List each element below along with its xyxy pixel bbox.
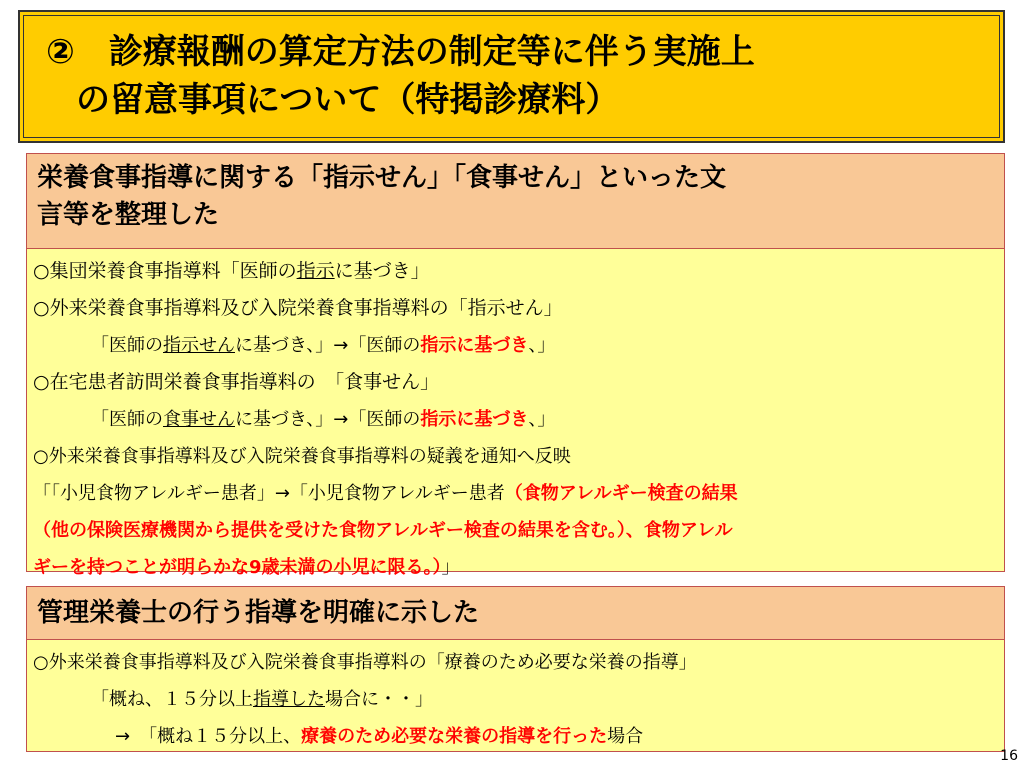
section2-line-1: ○外来栄養食事指導料及び入院栄養食事指導料の「療養のため必要な栄養の指導」 — [33, 652, 697, 673]
section1-line-2: ○外来栄養食事指導料及び入院栄養食事指導料の「指示せん」 — [33, 297, 563, 319]
text-segment: に基づき」 — [334, 260, 430, 282]
emphasis-text: ギーを持つことが明らかな9歳未満の小児に限る。） — [33, 557, 442, 578]
text-segment: 「概ね、１５分以上 — [91, 689, 253, 710]
section1-line-4: ○在宅患者訪問栄養食事指導料の 「食事せん」 — [33, 371, 440, 393]
slide-title-line-2: の留意事項について（特掲診療料） — [76, 80, 620, 120]
emphasis-text: （食物アレルギー検査の結果 — [504, 483, 738, 504]
text-segment: 「「小児食物アレルギー患者」→「小児食物アレルギー患者 — [33, 483, 505, 504]
section1-line-5 — [33, 401, 994, 438]
text-segment: 、」 — [528, 409, 556, 430]
section2-line-2 — [33, 681, 994, 718]
section1-heading — [26, 153, 1005, 249]
text-segment: → 「概ね１５分以上、 — [115, 726, 302, 747]
section2-heading-text: 管理栄養士の行う指導を明確に示した — [37, 598, 480, 628]
section1-heading-line-2: 言等を整理した — [37, 200, 220, 230]
section1-line-8: （他の保険医療機関から提供を受けた食物アレルギー検査の結果を含む。）、食物アレル — [33, 520, 733, 541]
text-segment: 「医師の — [91, 409, 163, 430]
section1-heading-line-1: 栄養食事指導に関する「指示せん」「食事せん」といった文 — [37, 163, 727, 193]
section1-body — [26, 249, 1005, 578]
text-segment: 、」 — [528, 335, 556, 356]
emphasis-text: 療養のため必要な栄養の指導を行った — [301, 726, 608, 747]
emphasis-text: 指示に基づき — [420, 409, 529, 430]
section1-line-1 — [33, 253, 994, 290]
underlined-text: 指示せん — [163, 335, 235, 356]
text-segment: 医師の — [239, 260, 297, 282]
text-segment: に基づき、」→「医師の — [235, 335, 421, 356]
text-segment: に基づき、」→「医師の — [235, 409, 421, 430]
section1-line-3 — [33, 327, 994, 364]
text-segment: 「医師の — [91, 335, 163, 356]
slide-title-line-1: ② 診療報酬の算定方法の制定等に伴う実施上 — [46, 32, 755, 72]
slide-title-box — [18, 10, 1005, 143]
text-segment: 場合 — [607, 726, 644, 747]
text-segment: ○集団栄養食事指導料「 — [33, 260, 240, 282]
emphasis-text: 指示に基づき — [420, 335, 529, 356]
text-segment: 場合に・・」 — [325, 689, 433, 710]
section2-heading — [26, 586, 1005, 640]
section1-line-6: ○外来栄養食事指導料及び入院栄養食事指導料の疑義を通知へ反映 — [33, 446, 571, 467]
section2-body — [26, 640, 1005, 752]
section1-line-7 — [33, 475, 994, 512]
underlined-text: 指導した — [253, 689, 325, 710]
underlined-text: 指示 — [296, 260, 335, 282]
text-segment: 」 — [441, 557, 460, 578]
section2-line-3 — [33, 718, 994, 755]
page-number: 16 — [1000, 748, 1018, 764]
underlined-text: 食事せん — [163, 409, 235, 430]
section1-line-9 — [33, 549, 994, 586]
